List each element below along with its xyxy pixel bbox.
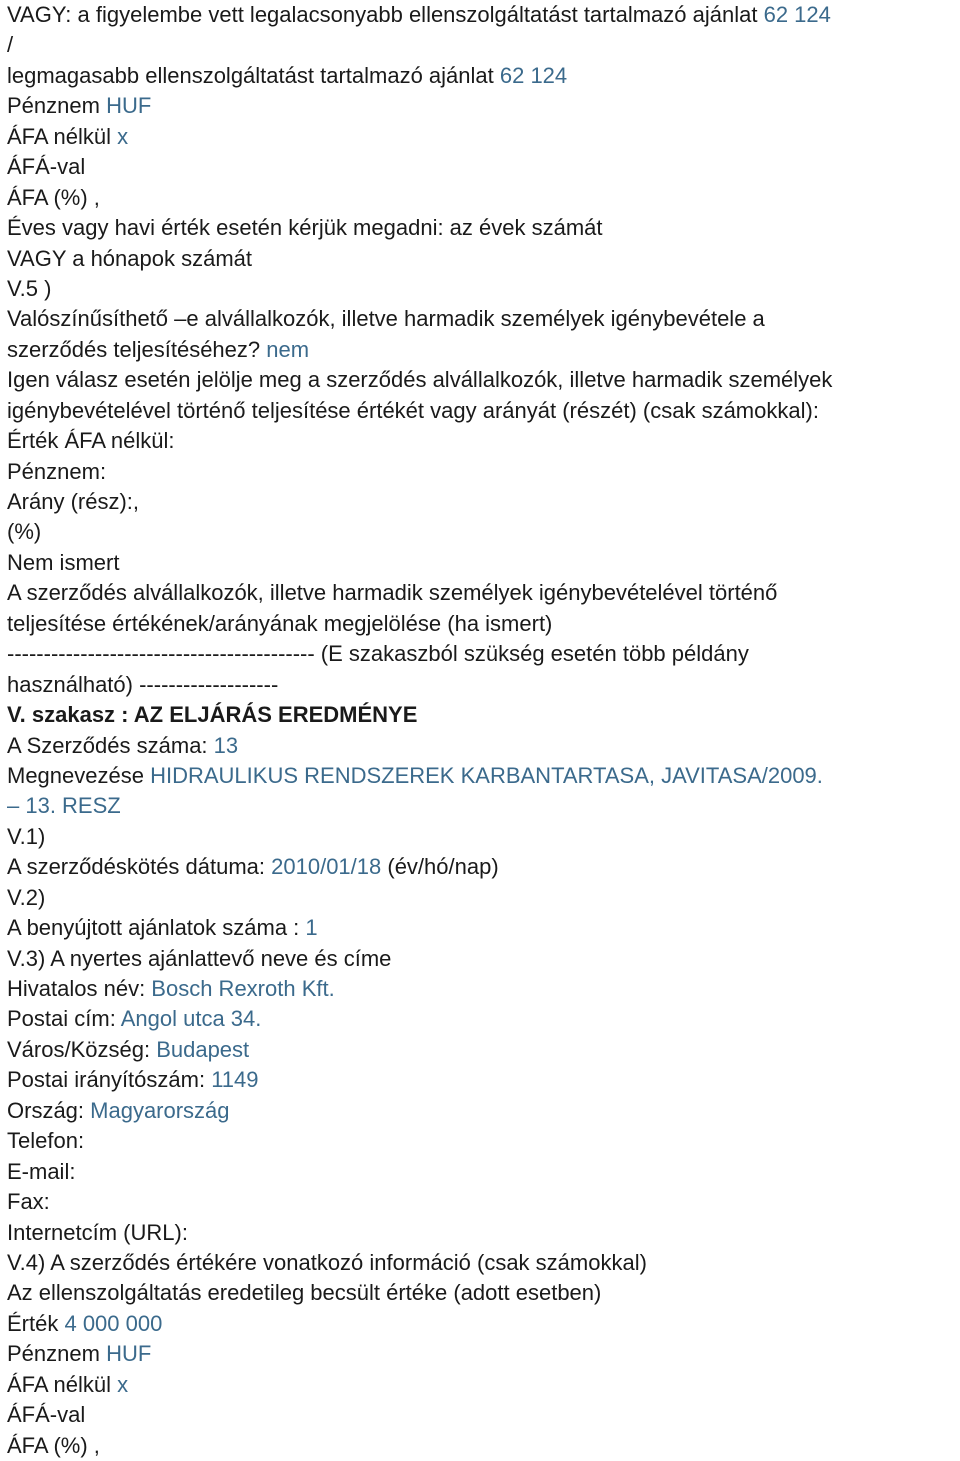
document-line	[7, 791, 960, 821]
document-line	[7, 639, 960, 669]
field-label: ÁFA nélkül	[7, 123, 118, 149]
document-line	[7, 822, 960, 852]
field-label: ÁFA nélkül	[7, 1371, 118, 1397]
document-line	[7, 1218, 960, 1248]
field-label: legmagasabb ellenszolgáltatást tartalmazó ajánlat	[7, 62, 500, 88]
field-label: V. szakasz : AZ ELJÁRÁS EREDMÉNYE	[7, 702, 418, 728]
field-label: szerződés teljesítéséhez?	[7, 336, 267, 362]
document-line	[7, 1035, 960, 1065]
document-line	[7, 213, 960, 243]
document-line	[7, 1370, 960, 1400]
document-line	[7, 609, 960, 639]
document-line	[7, 61, 960, 91]
field-label: Érték	[7, 1310, 65, 1336]
field-value: Magyarország	[90, 1097, 230, 1123]
field-label: Valószínűsíthető –e alvállalkozók, illetve harmadik személyek igénybevétele a	[7, 306, 765, 332]
field-label: VAGY: a figyelembe vett legalacsonyabb ellenszolgáltatást tartalmazó ajánlat	[7, 2, 764, 27]
field-label: Pénznem:	[7, 458, 107, 484]
field-label: ÁFA (%) ,	[7, 184, 100, 210]
document-line	[7, 122, 960, 152]
field-label: teljesítése értékének/arányának megjelölése (ha ismert)	[7, 610, 553, 636]
field-label: ------------------------------------------ (E szakaszból szükség esetén több példány	[7, 641, 749, 667]
document-line	[7, 548, 960, 578]
field-value: Budapest	[156, 1036, 250, 1062]
field-label: Arány (rész):,	[7, 489, 140, 514]
document-line	[7, 944, 960, 974]
field-label: V.2)	[7, 884, 46, 910]
field-label: Fax:	[7, 1189, 50, 1215]
document-line	[7, 1431, 960, 1461]
document-line	[7, 274, 960, 304]
field-label: Telefon:	[7, 1128, 85, 1154]
field-label: igénybevételével történő teljesítése értékét vagy arányát (részét) (csak számokkal):	[7, 397, 819, 423]
document-line	[7, 700, 960, 730]
field-value: 62 124	[763, 2, 831, 27]
field-label: ÁFÁ-val	[7, 1402, 86, 1428]
document-line	[7, 852, 960, 882]
field-label: A szerződéskötés dátuma:	[7, 854, 272, 880]
document-line	[7, 335, 960, 365]
field-label: (%)	[7, 519, 42, 545]
document-line	[7, 974, 960, 1004]
field-label: A Szerződés száma:	[7, 732, 214, 758]
field-value: 1149	[211, 1067, 259, 1093]
field-label: Az ellenszolgáltatás eredetileg becsült értéke (adott esetben)	[7, 1280, 602, 1306]
document-line	[7, 1278, 960, 1308]
document-line	[7, 304, 960, 334]
field-value: HIDRAULIKUS RENDSZEREK KARBANTARTASA, JAVITASA/2009.	[150, 762, 823, 788]
field-value: nem	[266, 336, 310, 362]
document-line	[7, 913, 960, 943]
document-line	[7, 1065, 960, 1095]
field-value: HUF	[106, 1341, 152, 1367]
document-line	[7, 1339, 960, 1369]
field-label: használható) -------------------	[7, 671, 279, 697]
field-value: Bosch Rexroth Kft.	[151, 976, 335, 1001]
field-label: Ország:	[7, 1097, 91, 1123]
document-line	[7, 761, 960, 791]
field-label: Hivatalos név:	[7, 976, 152, 1001]
field-label: E-mail:	[7, 1158, 76, 1184]
document-line	[7, 578, 960, 608]
field-value: Angol utca 34.	[120, 1006, 262, 1032]
field-label: Éves vagy havi érték esetén kérjük megadni: az évek számát	[7, 215, 603, 241]
field-label: Igen válasz esetén jelölje meg a szerződés alvállalkozók, illetve harmadik személyek	[7, 367, 833, 393]
document-line	[7, 396, 960, 426]
document-line	[7, 487, 960, 517]
field-label: V.1)	[7, 823, 46, 849]
document-line	[7, 1126, 960, 1156]
document-line	[7, 1248, 960, 1278]
document-line	[7, 731, 960, 761]
field-value: x	[117, 123, 129, 149]
document-line	[7, 365, 960, 395]
document-line	[7, 244, 960, 274]
field-label: V.5 )	[7, 275, 52, 301]
field-label: Pénznem	[7, 1341, 107, 1367]
document-line	[7, 30, 960, 60]
field-value: 13	[213, 732, 239, 758]
field-label: VAGY a hónapok számát	[7, 245, 252, 271]
field-label: A benyújtott ajánlatok száma :	[7, 915, 306, 941]
field-value: 2010/01/18	[271, 854, 382, 880]
field-label: Megnevezése	[7, 762, 151, 788]
document-line	[7, 1004, 960, 1034]
field-value: – 13. RESZ	[7, 793, 121, 819]
field-value: HUF	[106, 93, 152, 119]
document-line	[7, 883, 960, 913]
document-line	[7, 1157, 960, 1187]
document-line	[7, 670, 960, 700]
field-suffix: (év/hó/nap)	[381, 854, 499, 880]
field-value: x	[117, 1371, 129, 1397]
field-value: 1	[305, 915, 318, 941]
field-label: Város/Község:	[7, 1036, 157, 1062]
document-line	[7, 183, 960, 213]
document-line	[7, 1400, 960, 1430]
field-label: /	[7, 32, 14, 58]
document-line	[7, 517, 960, 547]
field-label: Postai irányítószám:	[7, 1067, 212, 1093]
field-label: A szerződés alvállalkozók, illetve harmadik személyek igénybevételével történő	[7, 580, 778, 606]
field-value: 62 124	[499, 62, 568, 88]
document-line	[7, 1096, 960, 1126]
field-label: Postai cím:	[7, 1006, 121, 1032]
document-line	[7, 457, 960, 487]
document-line	[7, 152, 960, 182]
document-line	[7, 426, 960, 456]
field-label: Nem ismert	[7, 549, 120, 575]
field-label: V.3) A nyertes ajánlattevő neve és címe	[7, 945, 392, 971]
field-value: 4 000 000	[64, 1310, 163, 1336]
field-label: ÁFA (%) ,	[7, 1432, 100, 1458]
document-line	[7, 1187, 960, 1217]
document-line	[7, 0, 960, 30]
field-label: ÁFÁ-val	[7, 154, 86, 180]
field-label: Internetcím (URL):	[7, 1219, 188, 1245]
document-line	[7, 91, 960, 121]
document-line	[7, 1309, 960, 1339]
field-label: V.4) A szerződés értékére vonatkozó információ (csak számokkal)	[7, 1249, 647, 1275]
field-label: Érték ÁFA nélkül:	[7, 428, 175, 454]
field-label: Pénznem	[7, 93, 107, 119]
